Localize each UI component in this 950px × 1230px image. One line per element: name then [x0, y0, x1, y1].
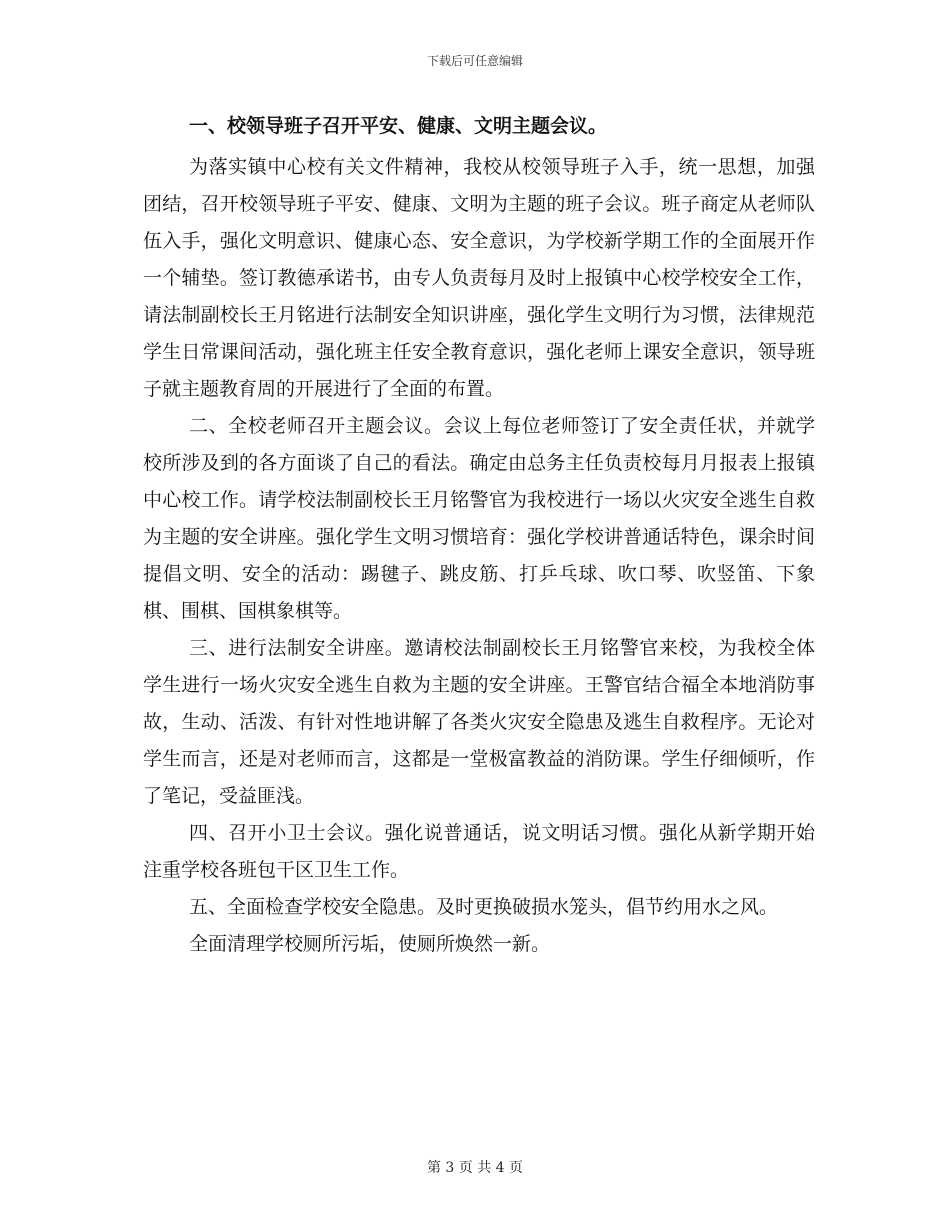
paragraph-4: 四、召开小卫士会议。强化说普通话，说文明话习惯。强化从新学期开始注重学校各班包干区卫生工作。 [143, 822, 815, 881]
paragraph-6: 全面清理学校厕所污垢，使厕所焕然一新。 [189, 933, 551, 955]
paragraph-1: 为落实镇中心校有关文件精神，我校从校领导班子入手，统一思想，加强团结，召开校领导班子平安、健康、文明为主题的班子会议。班子商定从老师队伍入手，强化文明意识、健康心态、安全意识，为学校新学期工作的全面展开作一个辅垫。签订教德承诺书，由专人负责每月及时上报镇中心校学校安全工作，请法制副校长王月铭进行法制安全知识讲座，强化学生文明行为习惯，法律规范学生日常课间活动，强化班主任安全教育意识，强化老师上课安全意识，领导班子就主题教育周的开展进行了全面的布置。 [143, 156, 815, 400]
document-body [143, 108, 815, 963]
paragraph-2: 二、全校老师召开主题会议。会议上每位老师签订了安全责任状，并就学校所涉及到的各方面谈了自己的看法。确定由总务主任负责校每月月报表上报镇中心校工作。请学校法制副校长王月铭警官为我校进行一场以火灾安全逃生自救为主题的安全讲座。强化学生文明习惯培育：强化学校讲普通话特色，课余时间提倡文明、安全的活动：踢毽子、跳皮筋、打乒乓球、吹口琴、吹竖笛、下象棋、围棋、国棋象棋等。 [143, 415, 815, 622]
page-number: 第 3 页 共 4 页 [426, 1160, 524, 1176]
page-header: 下载后可任意编辑 [426, 54, 523, 68]
paragraph-5: 五、全面检查学校安全隐患。及时更换破损水笼头，倡节约用水之风。 [189, 896, 779, 918]
paragraph-3: 三、进行法制安全讲座。邀请校法制副校长王月铭警官来校，为我校全体学生进行一场火灾安全逃生自救为主题的安全讲座。王警官结合福全本地消防事故，生动、活泼、有针对性地讲解了各类火灾安全隐患及逃生自救程序。无论对学生而言，还是对老师而言，这都是一堂极富教益的消防课。学生仔细倾听，作了笔记，受益匪浅。 [143, 637, 815, 807]
section-heading: 一、校领导班子召开平安、健康、文明主题会议。 [189, 115, 608, 137]
